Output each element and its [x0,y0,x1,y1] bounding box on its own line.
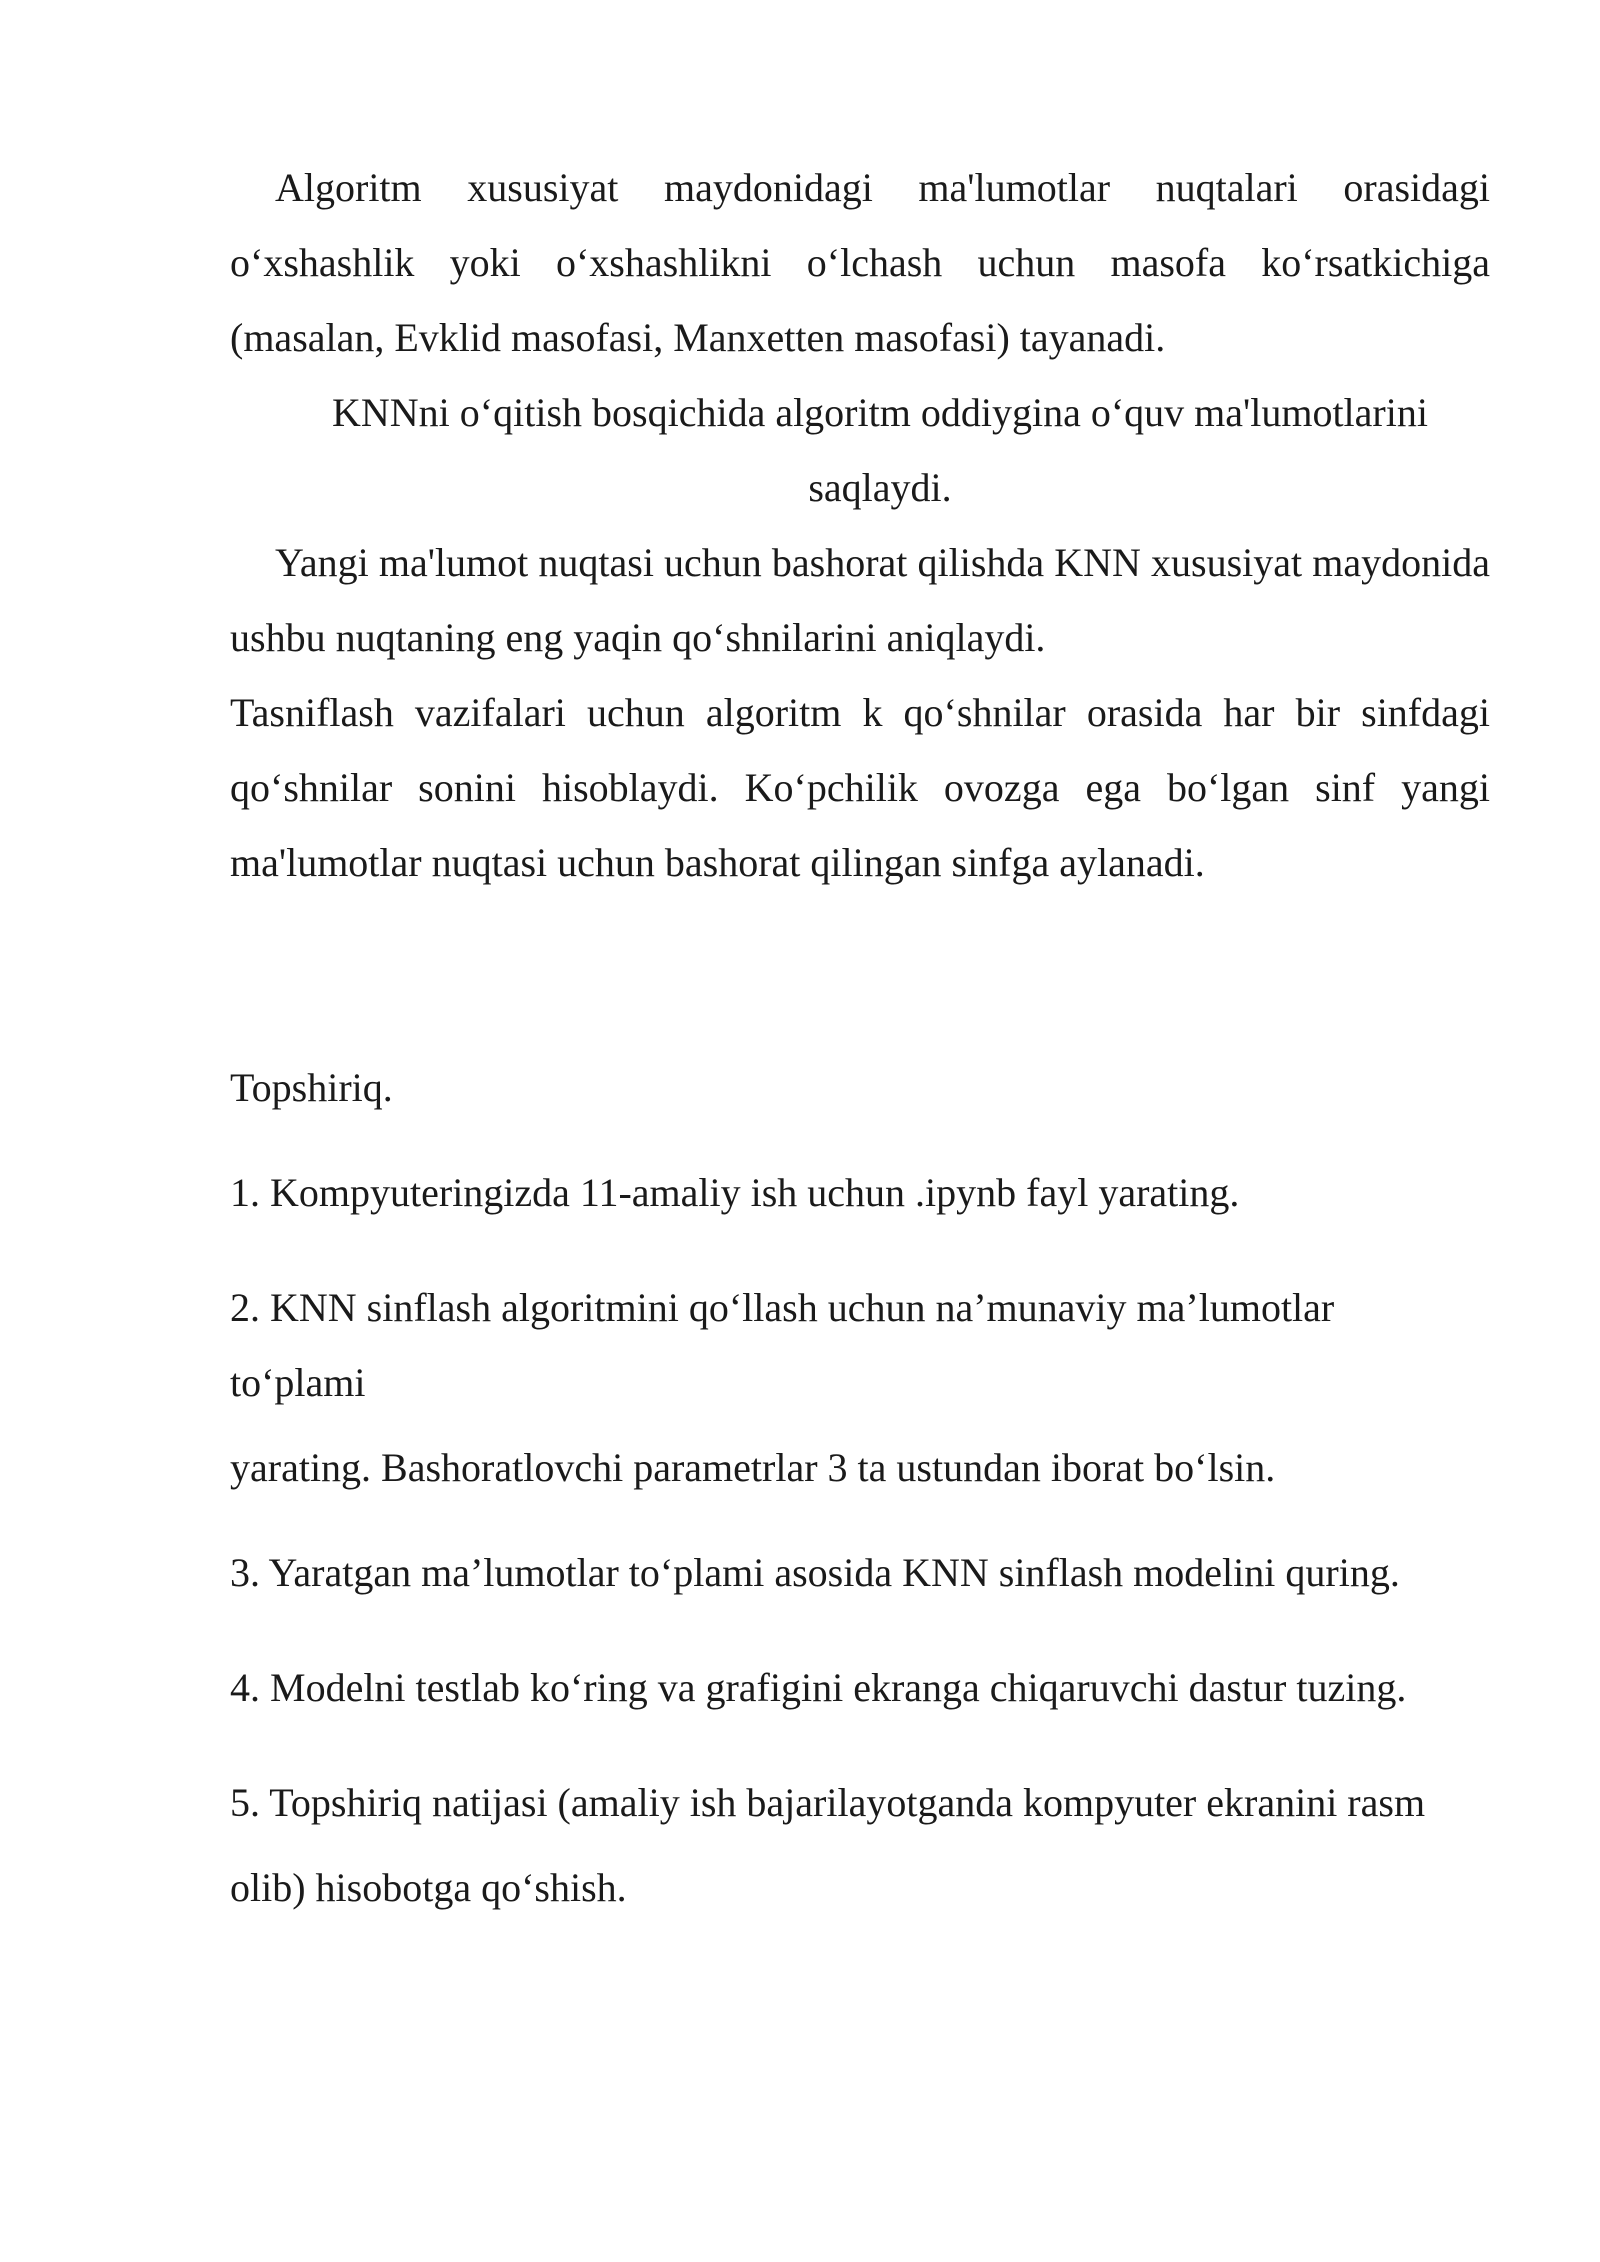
paragraph-training-phase: KNNni o‘qitish bosqichida algoritm oddiygina o‘quv ma'lumotlarini saqlaydi. [332,390,1428,510]
assignment-item-2: 2. KNN sinflash algoritmini qo‘llash uchun na’munaviy ma’lumotlar to‘plami [230,1285,1335,1405]
assignment-item-5-continuation: olib) hisobotga qo‘shish. [230,1865,627,1910]
paragraph-classification: Tasniflash vazifalari uchun algoritm k qo‘shnilar orasida har bir sinfdagi qo‘shnilar sonini hisoblaydi. Ko‘pchilik ovozga ega bo‘lgan sinf yangi ma'lumotlar nuqtasi uchun bashorat qilingan sinfga aylanadi. [230,690,1490,885]
paragraph-distance-metric: Algoritm xususiyat maydonidagi ma'lumotlar nuqtalari orasidagi o‘xshashlik yoki o‘xshashlikni o‘lchash uchun masofa ko‘rsatkichiga (masalan, Evklid masofasi, Manxetten masofasi) tayanadi. [230,165,1490,360]
document-page [230,150,1490,1915]
assignment-item-4: 4. Modelni testlab ko‘ring va grafigini ekranga chiqaruvchi dastur tuzing. [230,1665,1407,1710]
paragraph-prediction: Yangi ma'lumot nuqtasi uchun bashorat qilishda KNN xususiyat maydonida ushbu nuqtaning eng yaqin qo‘shnilarini aniqlaydi. [230,540,1490,660]
assignment-item-3: 3. Yaratgan ma’lumotlar to‘plami asosida KNN sinflash modelini quring. [230,1550,1400,1595]
assignment-item-2-continuation: yarating. Bashoratlovchi parametrlar 3 ta ustundan iborat bo‘lsin. [230,1445,1276,1490]
assignment-item-1: 1. Kompyuteringizda 11-amaliy ish uchun .ipynb fayl yarating. [230,1170,1240,1215]
assignment-heading: Topshiriq. [230,1065,393,1110]
assignment-item-5: 5. Topshiriq natijasi (amaliy ish bajarilayotganda kompyuter ekranini rasm [230,1780,1426,1825]
